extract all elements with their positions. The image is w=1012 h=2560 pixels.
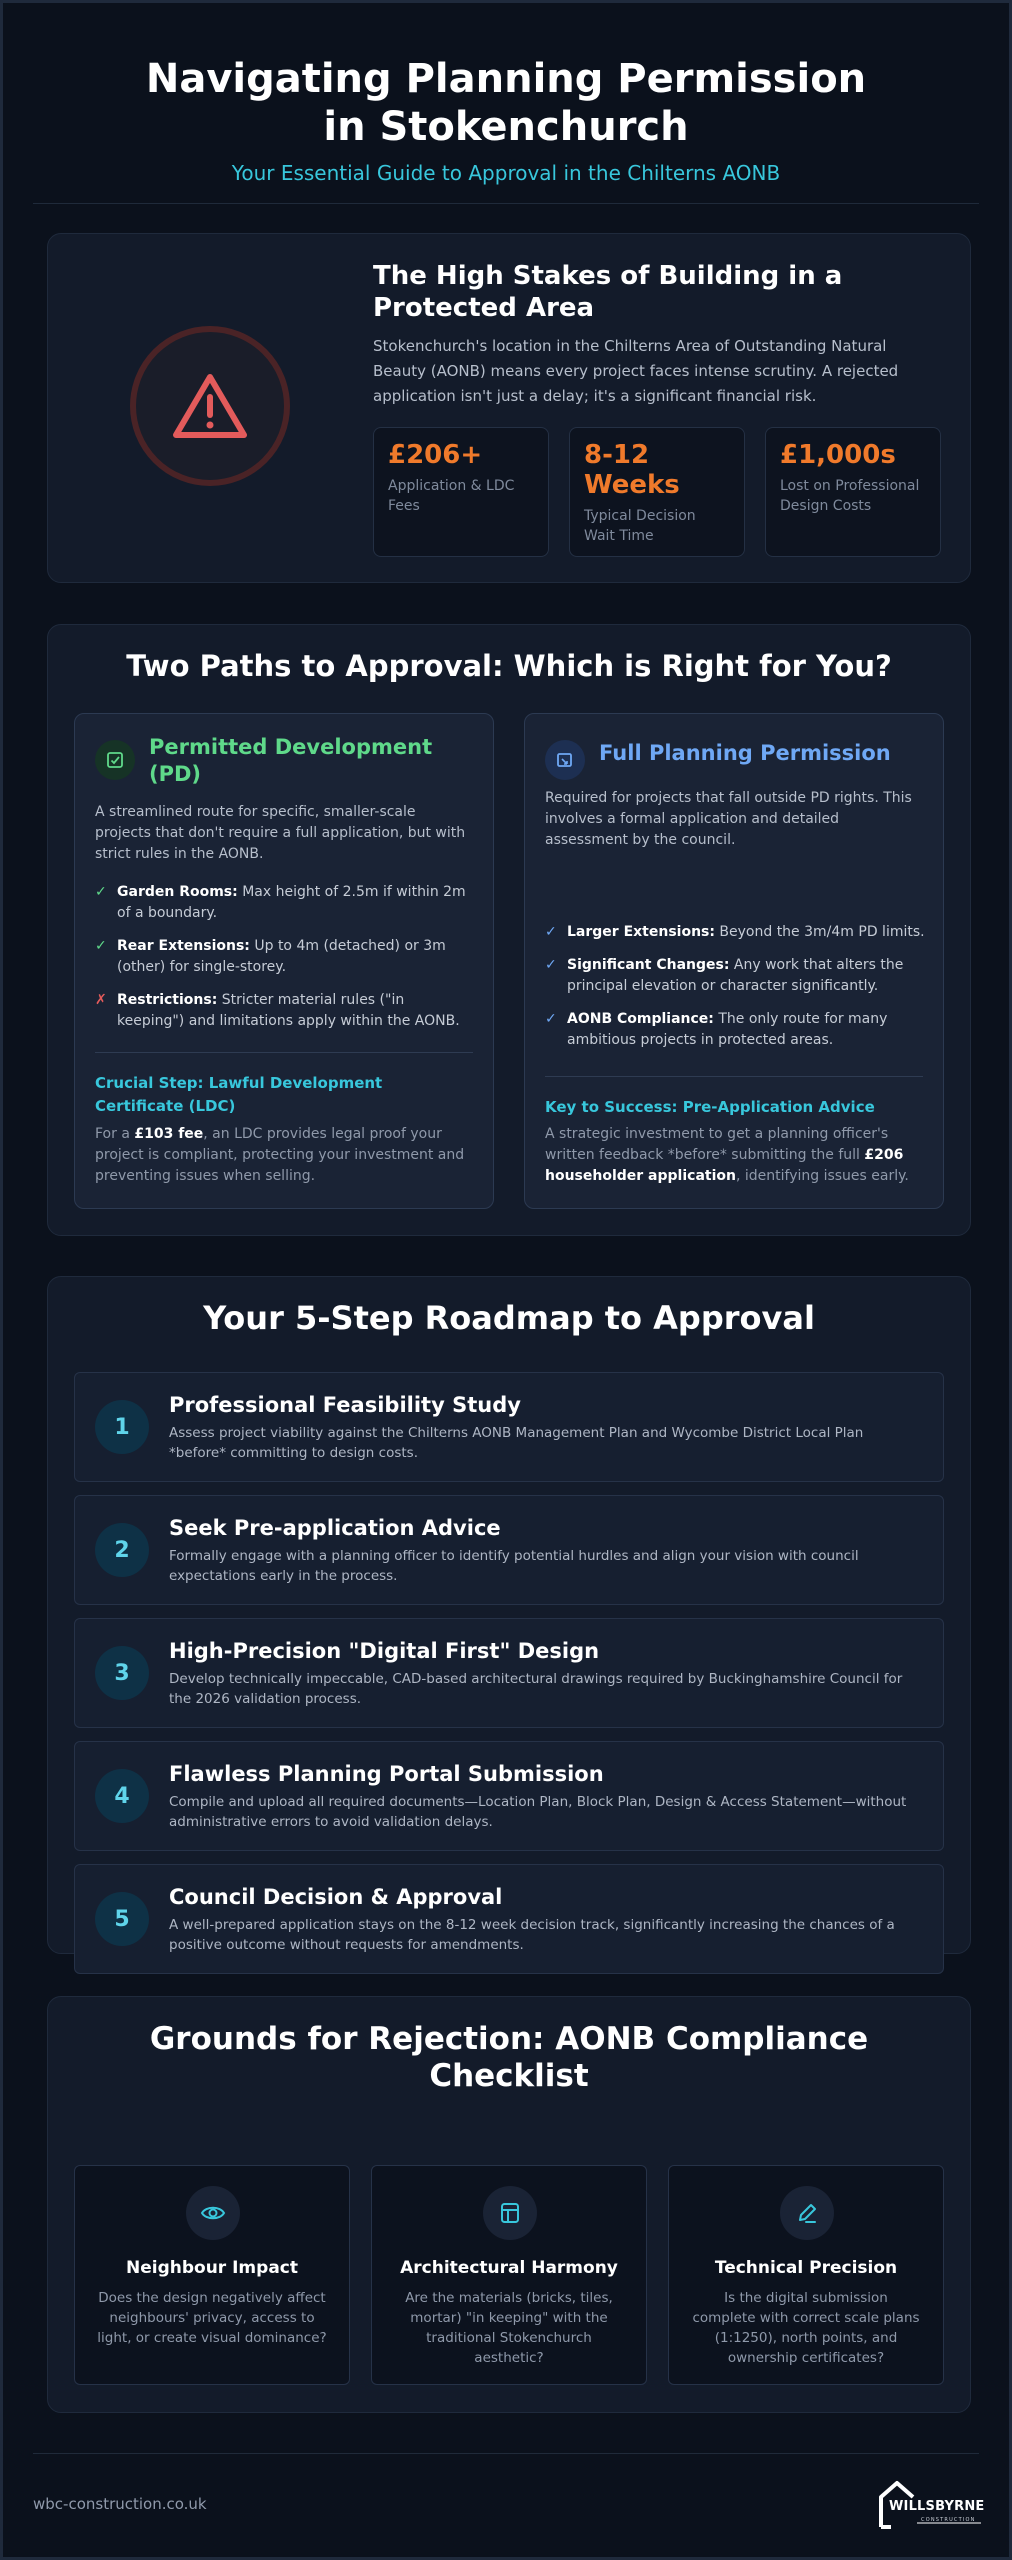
roadmap-step xyxy=(74,1741,944,1851)
step-number: 2 xyxy=(95,1523,149,1577)
step-number: 4 xyxy=(95,1769,149,1823)
pd-list xyxy=(95,882,475,1044)
step-number: 3 xyxy=(95,1646,149,1700)
roadmap-step xyxy=(74,1495,944,1605)
step-text: Assess project viability against the Chilterns AONB Management Plan and Wycombe District Local Plan *before* committing to design costs. xyxy=(169,1425,864,1461)
rejection-item xyxy=(668,2165,944,2385)
list-item: ✓ Garden Rooms: Max height of 2.5m if within 2m of a boundary. xyxy=(95,884,466,921)
edit-document-icon xyxy=(545,740,585,780)
pd-card xyxy=(74,713,494,1209)
step-title: Flawless Planning Portal Submission xyxy=(169,1762,604,1786)
full-card xyxy=(524,713,944,1209)
page-subtitle: Your Essential Guide to Approval in the Chilterns AONB xyxy=(231,161,781,185)
pen-icon xyxy=(780,2186,834,2240)
roadmap-step xyxy=(74,1372,944,1482)
card-divider xyxy=(545,1076,923,1077)
full-title: Full Planning Permission xyxy=(599,741,891,765)
step-number: 5 xyxy=(95,1892,149,1946)
full-key-text: A strategic investment to get a planning officer's written feedback *before* submitting the full £206 householder application, identifying issues early. xyxy=(545,1126,909,1184)
rejection-item-title: Architectural Harmony xyxy=(400,2258,618,2278)
stakes-description: Stokenchurch's location in the Chilterns Area of Outstanding Natural Beauty (AONB) means every project faces intense scrutiny. A rejected application isn't just a delay; it's a significant financial risk. xyxy=(373,337,899,405)
step-title: Professional Feasibility Study xyxy=(169,1393,521,1417)
step-title: Seek Pre-application Advice xyxy=(169,1516,501,1540)
pd-key-text: For a £103 fee, an LDC provides legal proof your project is compliant, protecting your investment and preventing issues when selling. xyxy=(95,1126,465,1184)
stat-label: Typical Decision Wait Time xyxy=(584,508,696,544)
list-item: ✓ AONB Compliance: The only route for many ambitious projects in protected areas. xyxy=(545,1011,888,1048)
roadmap-step xyxy=(74,1864,944,1974)
footer-divider xyxy=(33,2453,979,2454)
card-divider xyxy=(95,1052,473,1053)
rejection-item-title: Neighbour Impact xyxy=(126,2258,298,2278)
rejection-item xyxy=(74,2165,350,2385)
stat-card xyxy=(569,427,745,557)
rejection-item-title: Technical Precision xyxy=(714,2258,898,2278)
step-title: Council Decision & Approval xyxy=(169,1885,503,1909)
list-item: ✓ Significant Changes: Any work that alters the principal elevation or character significantly. xyxy=(545,957,904,994)
pd-description: A streamlined route for specific, smaller-scale projects that don't require a full application, but with strict rules in the AONB. xyxy=(95,804,466,862)
paths-section xyxy=(47,624,971,1236)
window-icon xyxy=(483,2186,537,2240)
stat-label: Lost on Professional Design Costs xyxy=(780,478,920,514)
rejection-title: Grounds for Rejection: AONB Compliance Checklist xyxy=(149,2021,869,2094)
header-divider xyxy=(33,203,979,204)
stat-card xyxy=(373,427,549,557)
roadmap-section xyxy=(47,1276,971,1954)
roadmap-step xyxy=(74,1618,944,1728)
stakes-section xyxy=(47,233,971,583)
step-number: 1 xyxy=(95,1400,149,1454)
checkbox-icon xyxy=(95,740,135,780)
pd-title: Permitted Development (PD) xyxy=(149,735,433,786)
list-item: ✓ Rear Extensions: Up to 4m (detached) or 3m (other) for single-storey. xyxy=(95,938,446,975)
hero xyxy=(3,3,1009,185)
stat-label: Application & LDC Fees xyxy=(388,478,515,514)
rejection-item xyxy=(371,2165,647,2385)
page-title: Navigating Planning Permission in Stokenchurch xyxy=(145,56,867,150)
step-title: High-Precision "Digital First" Design xyxy=(169,1639,600,1663)
pd-key-title: Crucial Step: Lawful Development Certificate (LDC) xyxy=(95,1074,383,1115)
eye-icon xyxy=(186,2186,240,2240)
step-text: A well-prepared application stays on the 8-12 week decision track, significantly increasing the chances of a positive outcome without requests for amendments. xyxy=(169,1917,895,1953)
logo-name: WILLSBYRNE xyxy=(889,2499,985,2514)
rejection-item-text: Is the digital submission complete with correct scale plans (1:1250), north points, and ownership certificates? xyxy=(692,2290,920,2366)
rejection-item-text: Are the materials (bricks, tiles, mortar) "in keeping" with the traditional Stokenchurch aesthetic? xyxy=(405,2290,613,2366)
list-item: ✗ Restrictions: Stricter material rules ("in keeping") and limitations apply within the AONB. xyxy=(95,992,460,1029)
paths-title: Two Paths to Approval: Which is Right for You? xyxy=(126,649,892,683)
footer-link[interactable]: wbc-construction.co.uk xyxy=(33,2495,207,2513)
logo-subtitle: CONSTRUCTION xyxy=(921,2517,976,2523)
stakes-title: The High Stakes of Building in a Protected Area xyxy=(373,261,843,323)
stat-card xyxy=(765,427,941,557)
company-logo xyxy=(877,2477,987,2533)
warning-icon xyxy=(130,326,290,486)
full-description: Required for projects that fall outside PD rights. This involves a formal application and detailed assessment by the council. xyxy=(545,790,912,848)
stat-value: 8-12 Weeks xyxy=(584,440,680,500)
stat-value: £1,000s xyxy=(780,440,896,470)
step-text: Compile and upload all required documents—Location Plan, Block Plan, Design & Access Statement—without administrative errors to avoid validation delays. xyxy=(169,1794,907,1830)
list-item: ✓ Larger Extensions: Beyond the 3m/4m PD limits. xyxy=(545,924,925,940)
stat-value: £206+ xyxy=(388,440,483,470)
rejection-section xyxy=(47,1996,971,2413)
roadmap-title: Your 5-Step Roadmap to Approval xyxy=(203,1299,815,1337)
full-key-title: Key to Success: Pre-Application Advice xyxy=(545,1098,875,1116)
full-list xyxy=(545,922,925,1063)
step-text: Develop technically impeccable, CAD-based architectural drawings required by Buckinghamshire Council for the 2026 validation process. xyxy=(169,1671,903,1707)
rejection-item-text: Does the design negatively affect neighbours' privacy, access to light, or create visual dominance? xyxy=(97,2290,327,2346)
step-text: Formally engage with a planning officer to identify potential hurdles and align your vision with council expectations early in the process. xyxy=(169,1548,859,1584)
